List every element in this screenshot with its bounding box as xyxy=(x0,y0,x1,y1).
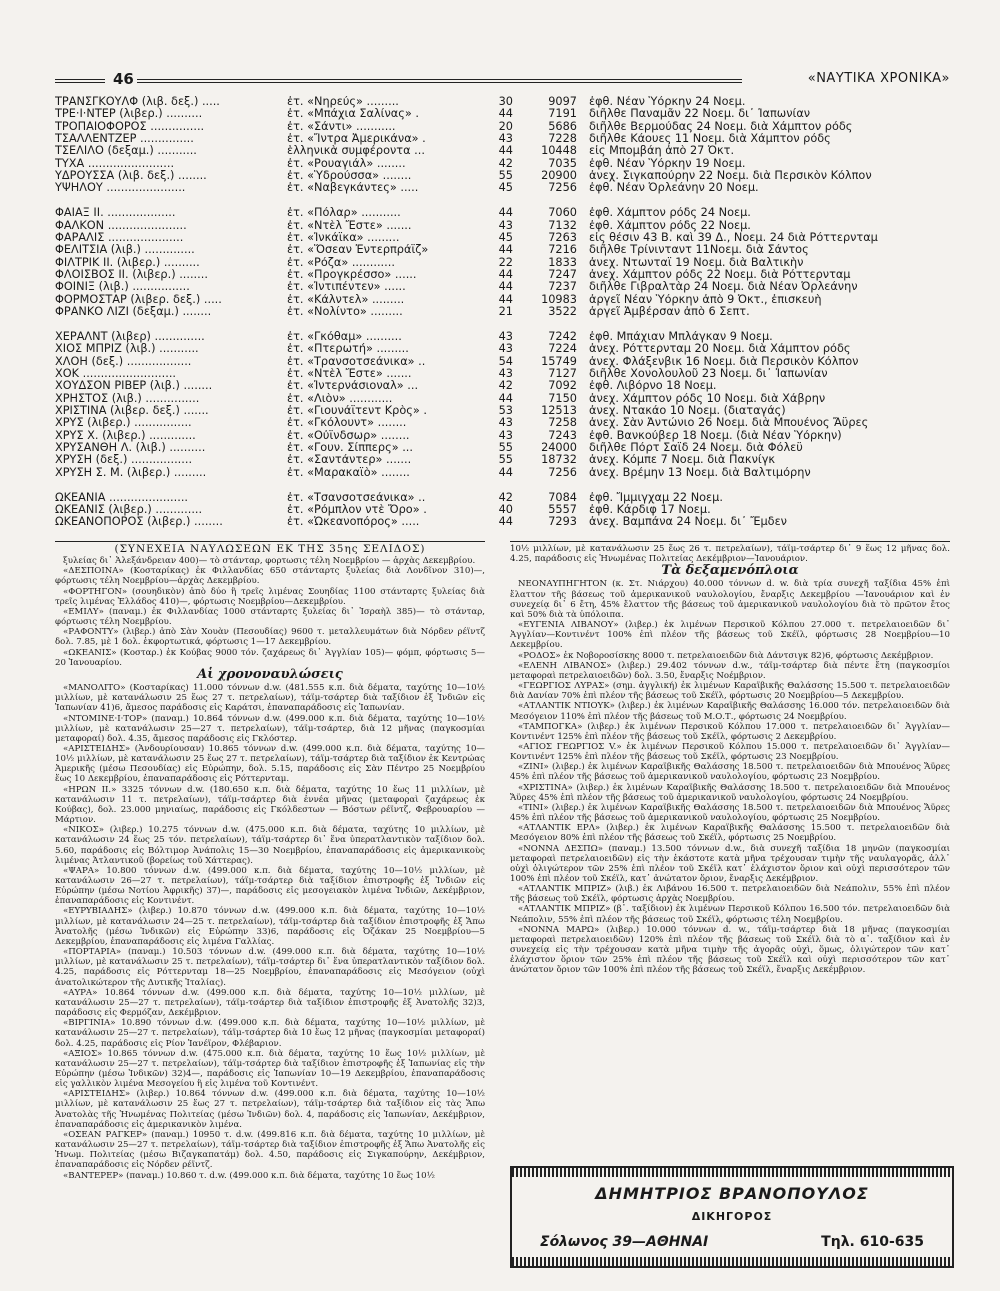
ship-name: ΧΡΥΣ (λιβερ.) ................ xyxy=(55,417,192,430)
ship-status: ἀνεχ. Ντακάο 10 Νοεμ. (διαταγάς) xyxy=(589,405,786,418)
ship-dwt: 7228 xyxy=(548,132,577,146)
ship-flag: ἐτ. «Ρόζα» ............ xyxy=(287,256,395,269)
ship-status: ἀνεχ. Χάμπτον ρόδς 10 Νοεμ. διὰ Χάβρην xyxy=(589,392,826,405)
ship-name: ΦΑΙΑΞ ΙΙ. ................... xyxy=(55,207,176,220)
ship-name: ΧΡΥΣΗ Σ. Μ. (λιβερ.) ......... xyxy=(55,466,207,479)
ship-status: διῆλθε Τρίνινταντ 11Νοεμ. διὰ Σάντος xyxy=(589,244,809,257)
table-row xyxy=(55,145,950,157)
table-row xyxy=(55,467,950,479)
ship-name: ΥΨΗΛΟΥ ...................... xyxy=(55,182,186,195)
ship-group xyxy=(55,492,950,529)
ship-dwt: 9097 xyxy=(548,95,577,108)
ship-status: ἀργεῖ Ἀμβέρσαν ἀπὸ 6 Σεπτ. xyxy=(589,306,750,319)
list-item: «ΕΥΡΥΒΙΑΔΗΣ» (λιβερ.) 10.870 τόννων d.w. (499.000 κ.π. διὰ δέματα, ταχύτης 10—10½ μιλλίων, μὲ κατανάλωσιν 24—25 τ. πετρελαίων), τάϊμ-τσάρτερ διὰ ταξίδιον ἐπιστροφῆς ἐξ Ἄπω Ἀνατολῆς (μέσω Ἰνδικῶν) εἰς Εὐρώπην 33)6, παράδοσις εἰς Ὀζάκαν 25 Νοεμβρίου—5 Δεκεμβρίου, ἐπαναπαράδοσις εἰς λιμένα Γαλλίας. xyxy=(55,906,485,947)
ship-flag: ἐτ. «Πτερωτή» ......... xyxy=(287,343,409,356)
ship-group xyxy=(55,96,950,195)
ship-flag: ἐτ. «Τσανσοτσεάνικα» .. xyxy=(287,491,426,504)
ship-name: ΧΡΥΣ Χ. (λιβερ.) ............. xyxy=(55,429,196,442)
ship-flag: ἐτ. «Γουν. Σίππερς» ... xyxy=(287,442,413,455)
ship-built: 43 xyxy=(498,428,513,442)
ship-status: ἀνεχ. Ντωνταῒ 19 Νοεμ. διὰ Βαλτικὴν xyxy=(589,256,804,269)
ship-dwt: 7224 xyxy=(548,342,577,356)
ship-status: ἐφθ. Βανκούβερ 18 Νοεμ. (διὰ Νέαν Ὑόρκην) xyxy=(589,429,842,442)
ship-built: 42 xyxy=(498,379,513,393)
list-item: «ΗΡΩΝ ΙΙ.» 3325 τόννων d.w. (180.650 κ.π. διὰ δέματα, ταχύτης 10 ἕως 11 μιλλίων, μὲ κατανάλωσιν 11 τ. πετρελαίων), τάϊμ-τσάρτερ διὰ ἐννέα μῆνας (μεταφοραὶ ζαχάρεως ἐκ Κούβας), δολ. 23.000 μηνιαίως, παράδοσις εἰς Γκόλδεστων — Βόστων ρέϊντζ, Φεβρουαρίου — Μάρτιον. xyxy=(55,784,485,826)
ship-flag: ἐτ. «Ἰντερνάσιοναλ» ... xyxy=(287,380,419,393)
list-item: «ΡΑΦΟΝΤΥ» (λιβερ.) ἀπὸ Σὰν Χουὰν (Πεσουδίας) 9600 τ. μεταλλευμάτων διὰ Νόρδεν ρέϊντζ δολ. 7.85, μὲ 1 δολ. ἐκφορτωτικά, φόρτωσις 1—17 Δεκεμβρίου. xyxy=(55,627,485,648)
ship-built: 43 xyxy=(498,416,513,430)
ad-border-top xyxy=(512,1168,952,1177)
ad-name: ΔΗΜΗΤΡΙΟΣ ΒΡΑΝΟΠΟΥΛΟΣ xyxy=(595,1184,869,1203)
ship-status: ἀνεχ. Φλάξενβικ 16 Νοεμ. διὰ Περσικὸν Κόλπον xyxy=(589,355,859,368)
ship-built: 44 xyxy=(498,391,513,405)
ship-flag: ἐτ. «Νολίντο» ......... xyxy=(287,306,403,319)
ship-status: διῆλθε Παναμᾶν 22 Νοεμ. δι᾽ Ἰαπωνίαν xyxy=(589,108,811,121)
ship-flag: ἐτ. «Ντὲλ Ἔστε» ....... xyxy=(287,368,412,381)
list-item: «ΑΓΙΟΣ ΓΕΩΡΓΙΟΣ V.» ἐκ λιμένων Περσικοῦ Κόλπου 15.000 τ. πετρελαιοειδῶν δι᾽ Ἀγγλίαν—Κοντινέντ 125% ἐπὶ πλέον τῆς βάσεως τοῦ Σκέϊλ, φόρτωσις 23 Νοεμβρίου. xyxy=(510,741,950,763)
ad-profession: ΔΙΚΗΓΟΡΟΣ xyxy=(691,1210,773,1223)
page-number: 46 xyxy=(113,70,134,88)
ship-built: 43 xyxy=(498,330,513,344)
ship-name: ΦΛΟΙΣΒΟΣ ΙΙ. (λιβερ.) ........ xyxy=(55,269,208,282)
ship-name: ΦΟΡΜΟΣΤΑΡ (λιβερ. δεξ.) ..... xyxy=(55,293,222,306)
ship-name: ΥΔΡΟΥΣΣΑ (λιβ. δεξ.) ........ xyxy=(55,170,207,183)
ship-dwt: 7191 xyxy=(548,107,577,121)
table-row xyxy=(55,108,950,120)
ship-built: 30 xyxy=(498,95,513,108)
list-item: «ΜΑΝΟΛΙΤΟ» (Κοσταρίκας) 11.000 τόννων d.w. (481.555 κ.π. διὰ δέματα, ταχύτης 10—10½ μιλλίων, μὲ κατανάλωσιν 25 ἕως 27 τ. πετρελαίων), τάϊμ-τσάρτερ διὰ ταξίδιον ἐξ Ἰνδιῶν εἰς Ἰαπωνίαν 41)6, ἄμεσος παράδοσις εἰς Καράτσι, ἐπαναπαράδοσις εἰς Ἰαπωνίαν. xyxy=(55,683,485,714)
ship-built: 44 xyxy=(498,243,513,257)
list-item: «ΕΥΓΕΝΙΑ ΛΙΒΑΝΟΥ» (λιβερ.) ἐκ λιμένων Περσικοῦ Κόλπου 27.000 τ. πετρελαιοειδῶν δι᾽ Ἀγγλίαν—Κοντινέντ 100% ἐπὶ πλέον τῆς βάσεως τοῦ Σκέϊλ, φόρτωσις 28 Νοεμβρίου—10 Δεκεμβρίου. xyxy=(510,620,950,651)
table-row xyxy=(55,207,950,219)
ship-dwt: 20900 xyxy=(541,169,577,183)
ship-flag: ἐτ. «Κάλντελ» ......... xyxy=(287,293,405,306)
ship-status: εἰς Μπομβάη ἀπὸ 27 Ὀκτ. xyxy=(589,145,735,158)
ship-built: 43 xyxy=(498,342,513,356)
ship-flag: ἐτ. «Γκόθαμ» .......... xyxy=(287,331,402,344)
ship-dwt: 15749 xyxy=(541,354,577,368)
ship-dwt: 7216 xyxy=(548,243,577,257)
ship-dwt: 7150 xyxy=(548,391,577,405)
ship-dwt: 5557 xyxy=(548,503,577,517)
ship-name: ΩΚΕΑΝΙΣ (λιβερ.) ............. xyxy=(55,504,203,517)
ship-built: 43 xyxy=(498,132,513,146)
ship-status: ἐφθ. Χάμπτον ρόδς 22 Νοεμ. xyxy=(589,219,751,232)
table-row xyxy=(55,306,950,318)
ship-name: ΧΟΥΔΣΟΝ ΡΙΒΕΡ (λιβ.) ........ xyxy=(55,380,213,393)
list-item: «ΑΤΛΑΝΤΙΚ ΝΤΙΟΥΚ» (λιβερ.) ἐκ λιμένων Καραϊβικῆς Θαλάσσης 16.000 τόν. πετρελαιοειδῶν διὰ Μεσόγειον 110% ἐπὶ πλέον τῆς βάσεως τοῦ Μ.Ο.Τ., φόρτωσις 24 Νοεμβρίου. xyxy=(510,701,950,722)
list-item: «ΑΤΛΑΝΤΙΚ ΕΡΛ» (λιβερ.) ἐκ λιμένων Καραϊβικῆς Θαλάσσης 15.500 τ. πετρελαιοειδῶν διὰ Μεσόγειον 80% ἐπὶ πλέον τῆς βάσεως τοῦ Σκέϊλ, φόρτωσις 25 Νοεμβρίου. xyxy=(510,823,950,844)
ship-built: 53 xyxy=(498,404,513,418)
table-row xyxy=(55,182,950,194)
ship-status: ἐφθ. Μπάχιαν Μπλάγκαν 9 Νοεμ. xyxy=(589,331,773,344)
ship-dwt: 24000 xyxy=(541,441,577,455)
column-rule xyxy=(510,541,950,542)
ship-status: διῆλθε Κάουες 11 Νοεμ. διὰ Χάμπτον ρόδς xyxy=(589,133,831,146)
list-item: «ΕΜΙΛΥ» (παναμ.) ἐκ Φιλλανδίας 1000 στάνταρτς ξυλείας δι᾽ Ἰσραὴλ 385)— τὸ στάνταρ, φόρτωσις τέλη Νοεμβρίου. xyxy=(55,606,485,628)
ship-name: ΦΡΑΝΚΟ ΛΙΖΙ (δεξαμ.) ........ xyxy=(55,306,212,319)
tankers-list xyxy=(510,579,950,975)
ship-built: 44 xyxy=(498,268,513,282)
continuation-paragraph: 10½ μιλλίων, μὲ κατανάλωσιν 25 ἕως 26 τ. πετρελαίων), τάϊμ-τσάρτερ δι᾽ 9 ἕως 12 μῆνας δολ. 4.25, παράδοσις εἰς Ἡνωμένας Πολιτείας Δεκέμβριον—Ἰανουάριον. xyxy=(510,544,950,565)
ship-name: ΧΡΥΣΑΝΘΗ Λ. (λιβ.) .......... xyxy=(55,442,206,455)
ship-dwt: 7084 xyxy=(548,490,577,504)
ship-name: ΤΡΟΠΑΙΟΦΟΡΟΣ ............... xyxy=(55,120,205,133)
list-item: ξυλείας δι᾽ Ἀλεξάνδρειαν 400)— τὸ στάνταρ, φορτωσις τέλη Νοεμβρίου — ἀρχὰς Δεκεμβρίου. xyxy=(63,556,476,567)
list-item: «ΓΕΩΡΓΙΟΣ ΛΥΡΑΣ» (σημ. ἀγγλική) ἐκ λιμένων Καραϊβικῆς Θαλάσσης 15.500 τ. πετρελαιοειδῶν διὰ Δανίαν 70% ἐπὶ πλέον τῆς βάσεως τοῦ Σκέϊλ, φόρτωσις 20 Νοεμβρίου—5 Δεκεμβρίου. xyxy=(510,681,950,702)
ship-dwt: 7247 xyxy=(548,268,577,282)
ship-built: 42 xyxy=(498,156,513,170)
ship-flag: ἐτ. «Ἰνκάϊκα» ......... xyxy=(287,232,400,245)
ship-name: ΦΑΛΚΟΝ ...................... xyxy=(55,219,187,232)
ship-flag: ἐτ. «Μαρακαϊὸ» ........ xyxy=(287,466,410,479)
list-item: «ΨΑΡΑ» 10.800 τόννων d.w. (499.000 κ.π. διὰ δέματα, ταχύτης 10—10½ μιλλίων, μὲ κατανάλωσιν 26—27 τ. πετρελαίων), τάϊμ-τσάρτερ διὰ ταξίδιον ἐπιστροφῆς ἐξ Ἰνδιῶν εἰς Εὐρώπην (μέσω Νοτίου Ἀφρικῆς) 37)—, παράδοσις εἰς μεσογειακὸν λιμένα Ἰνδιῶν, Δεκέμβριον, ἐπαναπαράδοσις εἰς Κοντινέντ. xyxy=(55,865,485,907)
ship-built: 44 xyxy=(498,280,513,294)
ad-phone: Τηλ. 610-635 xyxy=(821,1234,924,1250)
ad-address: Σόλωνος 39—ΑΘΗΝΑΙ xyxy=(540,1234,709,1250)
ship-status: ἐφθ. Νέαν Ὑόρκην 19 Νοεμ. xyxy=(589,157,746,170)
ship-group xyxy=(55,207,950,318)
list-item: «ΩΚΕΑΝΙΣ» (Κοσταρ.) ἐκ Κούβας 9000 τόν. ζαχάρεως δι᾽ Ἀγγλίαν 105)— φόμπ, φόρτωσις 5—20 Ἰανουαρίου. xyxy=(55,647,485,668)
ship-status: ἐφθ. Νέαν Ὑόρκην 24 Νοεμ. xyxy=(589,96,746,108)
ship-name: ΩΚΕΑΝΙΑ ...................... xyxy=(55,491,189,504)
list-item: «ΑΞΙΟΣ» 10.865 τόννων d.w. (475.000 κ.π. διὰ δέματα, ταχύτης 10 ἕως 10½ μιλλίων, μὲ κατανάλωσιν 25—27 τ. πετρελαίων), τάϊμ-τσάρτερ διὰ ταξίδιον ἐπιστροφῆς ἐξ Ἰαπωνίας εἰς τὴν Εὐρώπην (μέσω Ἰνδικῶν) 32)4—, παράδοσις εἰς Ἰαπωνίαν 10—19 Δεκεμβρίου, ἐπαναπαράδοσις εἰς γαλλικὸν λιμένα Μεσογείου ἢ εἰς λιμένα τοῦ Κοντινέντ. xyxy=(55,1048,485,1090)
list-item: ΝΕΟΝΑΥΠΗΓΗΤΟΝ (κ. Στ. Νιάρχου) 40.000 τόννων d. w. διὰ τρία συνεχῆ ταξίδια 45% ἐπὶ ἔλαττον τῆς βάσεως τοῦ ἀμερικανικοῦ ναυλολογίου, ἔναρξις Δεκεμβρίου —Ἰανουάριον καὶ ἐν συνεχείᾳ δι᾽ 6 ἔτη, 45% ἔλαττον τῆς βάσεως τοῦ ἀμερικανικοῦ ναυλολογίου διὰ τὸ πρῶτον ἔτος καὶ 50% διὰ τὰ ὑπόλοιπα. xyxy=(510,579,950,620)
ship-status: ἐφθ. Κάρδιφ 17 Νοεμ. xyxy=(589,504,711,517)
table-row xyxy=(55,281,950,293)
ship-built: 43 xyxy=(498,367,513,381)
ship-built: 55 xyxy=(498,169,513,183)
ship-dwt: 10448 xyxy=(541,144,577,158)
ship-built: 54 xyxy=(498,354,513,368)
ship-dwt: 7242 xyxy=(548,330,577,344)
ship-flag: ἐτ. «Τρανσοτσεάνικα» .. xyxy=(287,355,426,368)
ship-built: 55 xyxy=(498,441,513,455)
ship-built: 44 xyxy=(498,107,513,121)
list-item: «ΝΟΝΝΑ ΔΕΣΠΩ» (παναμ.) 13.500 τόννων d.w., διὰ συνεχῆ ταξίδια 18 μηνῶν (παγκοσμίαι μεταφοραὶ πετρελαιοειδῶν) εἰς τὴν ἑκάστοτε κατὰ μῆνα τρέχουσαν τιμὴν τῆς ναυλαγορᾶς, ἀλλ᾽ οὐχὶ ὀλιγώτερον τῶν 25% ἐπὶ πλέον τοῦ Σκέϊλ κατ᾽ ἐλάχιστον ὅριον καὶ οὐχὶ περισσότερον τῶν 100% ἐπὶ πλέον τοῦ Σκέϊλ, κατ᾽ ἀνώτατον ὅριον, ἔναρξις Δεκέμβριον. xyxy=(510,843,950,884)
table-row xyxy=(55,244,950,256)
tankers-heading: Τὰ δεξαμενόπλοια xyxy=(661,563,799,579)
charters-list xyxy=(55,556,485,668)
ship-status: ἐφθ. Ἴμμιγχαμ 22 Νοεμ. xyxy=(589,491,723,504)
continuation-title: (ΣΥΝΕΧΕΙΑ ΝΑΥΛΩΣΕΩΝ ΕΚ ΤΗΣ 35ης ΣΕΛΙΔΟΣ) xyxy=(114,543,426,555)
ship-name: ΩΚΕΑΝΟΠΟΡΟΣ (λιβερ.) ........ xyxy=(55,516,223,529)
ship-dwt: 7237 xyxy=(548,280,577,294)
ship-name: ΤΡΕ·Ι·ΝΤΕΡ (λιβερ.) .......... xyxy=(55,108,203,121)
ship-name: ΧΟΚ .......................... xyxy=(55,368,176,381)
ship-built: 55 xyxy=(498,453,513,467)
list-item: «ΑΥΡΑ» 10.864 τόννων d.w. (499.000 κ.π. διὰ δέματα, ταχύτης 10—10½ μιλλίων, μὲ κατανάλωσιν 25—27 τ. πετρελαίων), τάϊμ-τσάρτερ διὰ ταξίδιον ἐπιστροφῆς ἐξ Ἀνατολῆς 32)3, παράδοσις εἰς Φερμόζαν, Δεκέμβριον. xyxy=(55,987,485,1019)
ship-flag: ἐτ. «Ἰντιπέντεν» ...... xyxy=(287,281,406,294)
list-item: «ΡΟΔΟΣ» ἐκ Νοβοροσίσκης 8000 τ. πετρελαιοειδῶν διὰ Δάντσιγκ 82)6, φόρτωσις Δεκέμβριον. xyxy=(518,650,934,661)
ship-dwt: 3522 xyxy=(548,305,577,319)
list-item: «ΒΙΡΓΙΝΙΑ» 10.890 τόννων d.w. (499.000 κ.π. διὰ δέματα, ταχύτης 10—10½ μιλλίων, μὲ κατανάλωσιν 25—27 τ. πετρελαίων), τάϊμ-τσάρτερ διὰ 10 ἕως 12 μῆνας (παγκοσμίαι μεταφοραί) δολ. 4.25, παράδοσις εἰς Ρίον Ἰανέϊρον, Φλέβαριον. xyxy=(55,1018,485,1049)
ship-dwt: 7258 xyxy=(548,416,577,430)
ship-dwt: 7132 xyxy=(548,218,577,232)
ship-status: διῆλθε Πόρτ Σαῒδ 24 Νοεμ. διὰ Φόλεϋ xyxy=(589,442,803,455)
ship-flag: ἐτ. «Μπάχια Σαλίνας» . xyxy=(287,108,419,121)
ship-built: 22 xyxy=(498,255,513,269)
ship-status: ἐφθ. Λιβόρνο 18 Νοεμ. xyxy=(589,380,717,393)
ship-built: 44 xyxy=(498,292,513,306)
ship-flag: ἐτ. «Ἴντρα Ἀμερικάνα» . xyxy=(287,133,426,146)
ship-name: ΧΡΥΣΗ (δεξ.) ................. xyxy=(55,454,193,467)
ship-position-table xyxy=(55,96,950,541)
column-rule xyxy=(55,541,485,542)
ship-dwt: 10983 xyxy=(541,292,577,306)
ship-status: διῆλθε Βερμούδας 24 Νοεμ. διὰ Χάμπτον ρόδς xyxy=(589,120,853,133)
ad-border-bottom xyxy=(512,1257,952,1266)
list-item: «ΝΤΟΜΙΝΕ·Ι·ΤΟΡ» (παναμ.) 10.864 τόννων d.w. (499.000 κ.π. διὰ δέματα, ταχύτης 10—10½ μιλλίων, μὲ κατανάλωσιν 25—27 τ. πετρελαίων), τάϊμ-τσάρτερ, διὰ 12 μῆνας (παγκοσμίαι μεταφοραί) δολ. 4.35, ἄμεσος παράδοσις εἰς Γκλόστερ. xyxy=(55,713,485,744)
ship-dwt: 7035 xyxy=(548,156,577,170)
ship-status: διῆλθε Γιβραλτὰρ 24 Νοεμ. διὰ Νέαν Ὀρλεάνην xyxy=(589,281,858,294)
list-item: «ΟΣΕΑΝ ΡΑΓΚΕΡ» (παναμ.) 10950 τ. d.w. (499.816 κ.π. διὰ δέματα, ταχύτης 10 μιλλίων, μὲ κατανάλωσιν 25—27 τ. πετρελαίων), τάϊμ-τσάρτερ διὰ ταξίδιον ἐπιστροφῆς ἐξ Ἄπω Ἀνατολῆς εἰς Ἡνωμ. Πολιτείας (μέσω Βιζαγκαπατάμ) δολ. 4.50, παράδοσις εἰς Σιγκαπούρην, Δεκέμβριον, ἐπαναπαράδοσις εἰς Νόρδεν ρέϊντζ. xyxy=(55,1129,485,1171)
ship-name: ΤΣΕΛΙΛΟ (δεξαμ.) ........... xyxy=(55,145,197,158)
ship-built: 45 xyxy=(498,181,513,195)
right-column xyxy=(510,541,950,976)
magazine-title: «ΝΑΥΤΙΚΑ ΧΡΟΝΙΚΑ» xyxy=(807,71,950,86)
ship-dwt: 7263 xyxy=(548,231,577,245)
ship-flag: ἐτ. «Λιὸν» ............ xyxy=(287,392,393,405)
ship-name: ΤΣΑΛΛΕΝΤΖΕΡ ............... xyxy=(55,133,194,146)
table-row xyxy=(55,417,950,429)
ship-dwt: 12513 xyxy=(541,404,577,418)
list-item: «ΤΑΜΠΟΓΚΑ» (λιβερ.) ἐκ λιμένων Περσικοῦ Κόλπου 17.000 τ. πετρελαιοειδῶν δι᾽ Ἀγγλίαν—Κοντινέντ 125% ἐπὶ πλέον τῆς βάσεως τοῦ Σκέϊλ, φόρτωσις 2 Δεκεμβρίου. xyxy=(510,721,950,742)
table-row xyxy=(55,380,950,392)
ship-name: ΦΟΙΝΙΞ (λιβ.) ................ xyxy=(55,281,190,294)
header-rule-left xyxy=(55,79,105,83)
list-item: «ΝΙΚΟΣ» (λιβερ.) 10.275 τόννων d.w. (475.000 κ.π. διὰ δέματα, ταχύτης 10 μιλλίων, μὲ κατανάλωσιν 24 ἕως 25 τόν. πετρελαίων), τάϊμ-τσάρτερ δι᾽ ἕνα ὑπερατλαντικὸν ταξίδιον δολ. 5.60, παράδοσις εἰς Βόλτιμορ Ἀνάπολις 15—30 Νοεμβρίου, ἐπαναπαράδοσις εἰς ἀμερικανικοὺς λιμένας Ἀτλαντικοῦ (βορείως τοῦ Χάττερας). xyxy=(55,825,485,866)
list-item: «ΑΡΙΣΤΕΙΔΗΣ» (Ἀνδουρίουσαν) 10.865 τόννων d.w. (499.000 κ.π. διὰ δέματα, ταχύτης 10—10½ μιλλίων, μὲ κατανάλωσιν 25 ἕως 27 τ. πετρελαίων), τάϊμ-τσάρτερ διὰ ταξίδιον ἐκ Κεντρώας Ἀμερικῆς (μέσω Πεσουδίας) εἰς Εὐρώπην, δολ. 5.15, παράδοσις εἰς Σὰν Πέντρο 25 Νοεμβρίου ἕως 10 Δεκεμβρίου, ἐπαναπαράδοσις εἰς Ρόττερνταμ. xyxy=(55,743,485,785)
table-row xyxy=(55,343,950,355)
ship-flag: ἐτ. «Προγκρέσσο» ...... xyxy=(287,269,417,282)
ship-name: ΤΡΑΝΣΓΚΟΥΛΦ (λιβ. δεξ.) ..... xyxy=(55,96,220,108)
ship-flag: ἐτ. «Ὠκεανοπόρος» ..... xyxy=(287,516,420,529)
ship-status: ἀνεχ. Σὰν Ἀντώνιο 26 Νοεμ. διὰ Μπουένος Ἄϋρες xyxy=(589,417,869,430)
ship-dwt: 7243 xyxy=(548,428,577,442)
ship-name: ΦΙΛΤΡΙΚ ΙΙ. (λιβερ.) .......... xyxy=(55,256,200,269)
ship-dwt: 18732 xyxy=(541,453,577,467)
ship-status: ἐφθ. Νέαν Ὀρλεάνην 20 Νοεμ. xyxy=(589,182,759,195)
ship-flag: ἐτ. «Ὑδρούσσα» ........ xyxy=(287,170,412,183)
list-item: «ΑΡΙΣΤΕΙΔΗΣ» (λιβερ.) 10.864 τόννων d.w. (499.000 κ.π. διὰ δέματα, ταχύτης 10—10½ μιλλίων, μὲ κατανάλωσιν 25 ἕως 27 τ. πετρελαίων), τάϊμ-τσάρτερ διὰ ταξίδιον εἰς τὰς Ἄπω Ἀνατολὰς τῆς Ἡνωμένας Πολιτείας (μέσω Ἰνδιῶν) δολ. 4, παράδοσις εἰς Ἰαπωνίαν, Δεκέμβριον, ἐπαναπαράδοσις εἰς ἀμερικανικὸν λιμένα. xyxy=(55,1089,485,1130)
ship-status: ἀνεχ. Χάμπτον ρόδς 22 Νοεμ. διὰ Ρόττερνταμ xyxy=(589,269,851,282)
list-item: «ΠΟΡΤΑΡΙΑ» (παναμ.) 10.503 τόννων d.w. (499.000 κ.π. διὰ δέματα, ταχύτης 10—10½ μιλλίων, μὲ κατανάλωσιν 25 τ. πετρελαίων), τάϊμ-τσάρτερ δι᾽ ἕνα ὑπερατλαντικὸν ταξίδιον δολ. 4.25, παράδοσις εἰς Ρόττερνταμ 18—25 Νοεμβρίου, ἐπαναπαράδοσις εἰς Μεσόγειον (οὐχὶ ἀνατολικώτερον τῆς Δυτικῆς Ἰταλίας). xyxy=(55,947,485,988)
list-item: «ΖΙΝΙ» (λιβερ.) ἐκ λιμένων Καραϊβικῆς Θαλάσσης 18.500 τ. πετρελαιοειδῶν διὰ Μπουένος Ἄϋρες 45% ἐπὶ πλέον τῆς βάσεως τοῦ ἀμερικανικοῦ ναυλολογίου, φόρτωσις 23 Νοεμβρίου. xyxy=(510,762,950,783)
ship-dwt: 1833 xyxy=(548,255,577,269)
table-row xyxy=(55,454,950,466)
ship-flag: ἐτ. «Ρόμπλον ντὲ Ὄρο» . xyxy=(287,504,427,517)
ship-flag: ἐτ. «Γιουνάϊτεντ Κρὸς» . xyxy=(287,405,427,418)
list-item: «ΤΙΝΙ» (λιβερ.) ἐκ λιμένων Καραϊβικῆς Θαλάσσης 18.500 τ. πετρελαιοειδῶν διὰ Μπουένος Ἄϋρες 45% ἐπὶ πλέον τῆς βάσεως τοῦ ἀμερικανικοῦ ναυλολογίου, φόρτωσις 25 Νοεμβρίου. xyxy=(510,802,950,824)
header-rule-right xyxy=(137,79,742,83)
list-item: «ΒΑΝΤΕΡΕΡ» (παναμ.) 10.860 τ. d.w. (499.000 κ.π. διὰ δέματα, ταχύτης 10 ἕως 10½ xyxy=(63,1170,435,1181)
ship-flag: ἐτ. «Ὅσεαν Ἐντερπράϊζ» xyxy=(287,244,429,257)
ship-name: ΤΥΧΑ ........................ xyxy=(55,157,175,170)
ship-dwt: 7256 xyxy=(548,465,577,479)
ship-status: ἀνεχ. Σιγκαπούρην 22 Νοεμ. διὰ Περσικὸν Κόλπον xyxy=(589,170,872,183)
ship-name: ΧΕΡΑΛΝΤ (λιβερ) .............. xyxy=(55,331,205,344)
list-item: «ΑΤΛΑΝΤΙΚ ΜΠΡΙΖ» (β᾽. ταξίδιον) ἐκ λιμένων Περσικοῦ Κόλπου 16.500 τόν. πετρελαιοειδῶν διὰ Νεάπολιν, 55% ἐπὶ πλέον τῆς βάσεως τοῦ Σκέϊλ, φόρτωσις τέλη Νοεμβρίου. xyxy=(510,904,950,925)
ship-built: 44 xyxy=(498,206,513,220)
left-column xyxy=(55,541,485,1181)
ship-flag: ἐτ. «Ντὲλ Ἔστε» ....... xyxy=(287,219,412,232)
list-item: «ΝΟΝΝΑ ΜΑΡΩ» (λιβερ.) 10.000 τόννων d. w., τάϊμ-τσάρτερ διὰ 18 μῆνας (παγκοσμίαι μεταφοραὶ πετρελαιοειδῶν) 120% ἐπὶ πλέον τῆς βάσεως τοῦ Σκέϊλ διὰ τὸ α᾽. ταξίδιον καὶ ἐν συνεχείᾳ εἰς τὴν τρέχουσαν κατὰ μῆνα τιμὴν τῆς ἀγορᾶς οὐχὶ, ὅμως, ὀλιγώτερον τῶν κατ᾽ ἐλάχιστον ὅριον τῶν 25% ἐπὶ πλέον τῆς βάσεως τοῦ Σκέϊλ καὶ οὐχὶ περισσότερον τῶν κατ᾽ ἀνώτατον ὅριον τῶν 100% ἐπὶ πλέον τῆς βάσεως τοῦ Σκέϊλ, ἔναρξις Δεκέμβριον. xyxy=(510,924,950,976)
ship-flag: ἐτ. «Ναβεγκάντες» ..... xyxy=(287,182,419,195)
ship-dwt: 7293 xyxy=(548,515,577,529)
ship-dwt: 7256 xyxy=(548,181,577,195)
time-charters-list xyxy=(55,683,485,1181)
ship-built: 43 xyxy=(498,218,513,232)
ship-name: ΧΡΗΣΤΟΣ (λιβ.) ............... xyxy=(55,392,200,405)
time-charters-heading: Αἱ χρονοναυλώσεις xyxy=(197,666,343,682)
ship-status: ἀνεχ. Κόμπε 7 Νοεμ. διὰ Πακνίγκ xyxy=(589,454,776,467)
list-item: «ΦΟΡΤΗΓΟΝ» (σουηδικὸν) ἀπὸ δύο ἢ τρεῖς λιμένας Σουηδίας 1100 στάνταρτς ξυλείας διὰ τρεῖς λιμένας Ἑλλάδος 410)—, φόρτωσις Νοεμβρίου—Δεκεμβρίου. xyxy=(55,586,485,607)
list-item: «ΧΡΙΣΤΙΝΑ» (λιβερ.) ἐκ λιμένων Καραϊβικῆς Θαλάσσης 18.500 τ. πετρελαιοειδῶν διὰ Μπουένος Ἄϋρες 45% ἐπὶ πλέον τῆς βάσεως τοῦ ἀμερικανικοῦ ναυλολογίου, φόρτωσις 24 Νοεμβρίου. xyxy=(510,782,950,803)
ship-flag: ἐτ. «Σάντι» ........... xyxy=(287,120,396,133)
ship-dwt: 5686 xyxy=(548,119,577,133)
ship-name: ΧΡΙΣΤΙΝΑ (λιβερ. δεξ.) ....... xyxy=(55,405,209,418)
ship-status: διῆλθε Χονολουλοῦ 23 Νοεμ. δι᾽ Ἰαπωνίαν xyxy=(589,368,828,381)
ship-flag: ἐτ. «Σαντάντερ» ....... xyxy=(287,454,412,467)
ship-built: 20 xyxy=(498,119,513,133)
ship-built: 45 xyxy=(498,231,513,245)
ship-flag: ἐτ. «Γκόλουντ» ........ xyxy=(287,417,407,430)
ship-dwt: 7127 xyxy=(548,367,577,381)
ship-group xyxy=(55,331,950,479)
ship-status: εἰς θέσιν 43 Β. καὶ 39 Δ., Νοεμ. 24 διὰ Ρόττερνταμ xyxy=(589,232,878,245)
ship-name: ΦΕΛΙΤΣΙΑ (λιβ.) .............. xyxy=(55,244,195,257)
ship-status: ἐφθ. Χάμπτον ρόδς 24 Νοεμ. xyxy=(589,207,751,220)
ship-name: ΧΛΟΗ (δεξ.) .................. xyxy=(55,355,192,368)
ship-status: ἀνεχ. Βαμπάνα 24 Νοεμ. δι᾽ Ἔμδεν xyxy=(589,516,787,529)
ship-name: ΧΙΟΣ ΜΠΡΙΖ (λιβ.) ........... xyxy=(55,343,199,356)
ship-built: 40 xyxy=(498,503,513,517)
ship-built: 21 xyxy=(498,305,513,319)
ship-built: 44 xyxy=(498,515,513,529)
list-item: «ΔΕΣΠΟΙΝΑ» (Κοσταρίκας) ἐκ Φιλλανδίας 650 στάνταρτς ξυλείας διὰ Λονδῖνον 310)—, φόρτωσις τέλη Νοεμβρίου—ἀρχὰς Δεκεμβρίου. xyxy=(55,566,485,587)
page-header xyxy=(55,70,950,90)
ship-flag: ἐτ. «Οὐϊνδσωρ» ........ xyxy=(287,429,410,442)
ship-status: ἀργεῖ Νέαν Ὑόρκην ἀπὸ 9 Ὀκτ., ἐπισκευὴ xyxy=(589,293,822,306)
table-row xyxy=(55,516,950,528)
ship-status: ἀνεχ. Ρόττερνταμ 20 Νοεμ. διὰ Χάμπτον ρόδς xyxy=(589,343,851,356)
ship-name: ΦΑΡΑΛΙΣ ..................... xyxy=(55,232,184,245)
ship-dwt: 7060 xyxy=(548,206,577,220)
ship-built: 44 xyxy=(498,465,513,479)
ship-flag: ἐτ. «Ρουαγιάλ» ........ xyxy=(287,157,406,170)
list-item: «ΑΤΛΑΝΤΙΚ ΜΠΡΙΖ» (λιβ.) ἐκ Λιβάνου 16.500 τ. πετρελαιοειδῶν διὰ Νεάπολιν, 55% ἐπὶ πλέον τῆς βάσεως τοῦ Σκέϊλ, φόρτωσις ἀρχὰς Νοεμβρίου. xyxy=(510,884,950,905)
ship-flag: ἐτ. «Νηρεύς» ......... xyxy=(287,96,399,108)
ship-built: 44 xyxy=(498,144,513,158)
ship-status: ἀνεχ. Βρέμην 13 Νοεμ. διὰ Βαλτιμόρην xyxy=(589,466,811,479)
ship-flag: ἐτ. «Πόλαρ» ........... xyxy=(287,207,401,220)
lawyer-advertisement xyxy=(510,1166,954,1268)
ship-flag: ἑλληνικὰ συμφέροντα ... xyxy=(287,145,425,158)
list-item: «ΕΛΕΝΗ ΛΙΒΑΝΟΣ» (λιβερ.) 29.402 τόννων d.w., τάϊμ-τσάρτερ διὰ πέντε ἔτη (παγκοσμίοι μεταφοραὶ πετρελαιοειδῶν) δολ. 3.50, ἔναρξις Νοέμβριον. xyxy=(510,660,950,681)
ship-dwt: 7092 xyxy=(548,379,577,393)
ship-built: 42 xyxy=(498,490,513,504)
